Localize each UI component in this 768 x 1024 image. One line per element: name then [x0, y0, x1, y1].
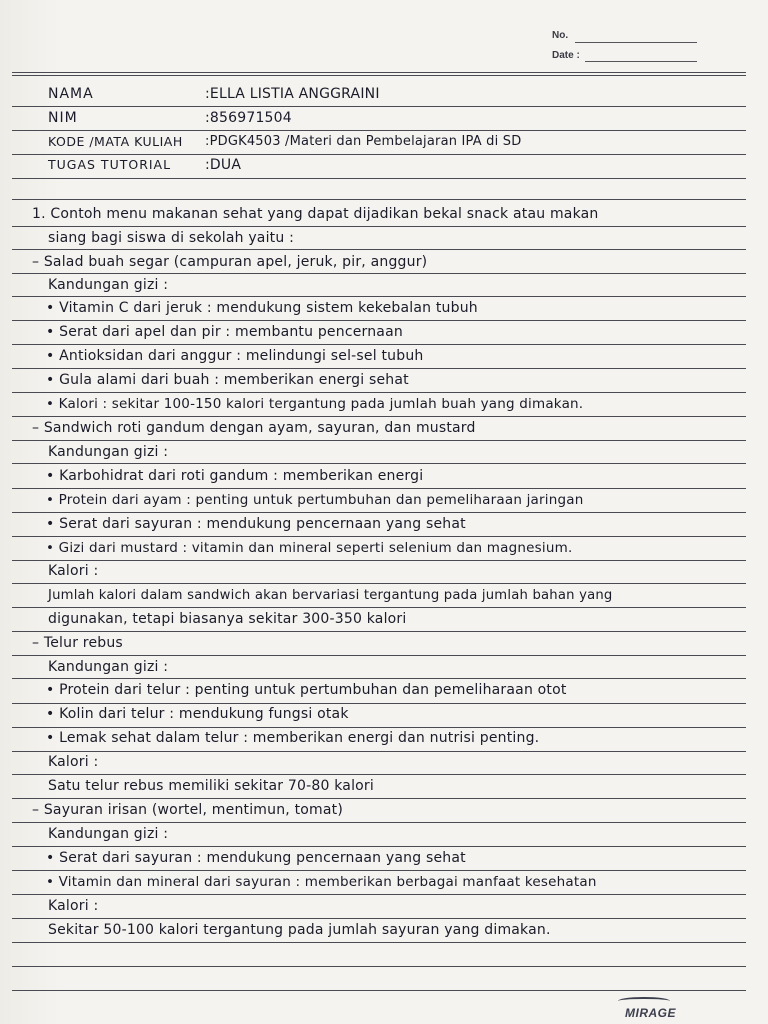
nutrition-label: Kandungan gizi : — [48, 444, 169, 460]
ruled-line — [12, 607, 746, 608]
kode-label: KODE /MATA KULIAH — [48, 134, 183, 149]
ruled-line — [12, 655, 746, 656]
ruled-line — [12, 199, 746, 200]
bullet-line: • Protein dari ayam : penting untuk pertumbuhan dan pemeliharaan jaringan — [46, 492, 584, 508]
bullet-line: • Gula alami dari buah : memberikan energi sehat — [46, 372, 409, 388]
ruled-line — [12, 344, 746, 345]
bullet-line: • Vitamin dan mineral dari sayuran : memberikan berbagai manfaat kesehatan — [46, 874, 597, 890]
bullet-line: • Lemak sehat dalam telur : memberikan energi dan nutrisi penting. — [46, 730, 540, 746]
ruled-line — [12, 320, 746, 321]
ruled-line — [12, 990, 746, 991]
brand-swoosh-icon — [618, 997, 670, 1005]
bullet-line: • Serat dari sayuran : mendukung pencernaan yang sehat — [46, 850, 466, 866]
bullet-line: • Protein dari telur : penting untuk pertumbuhan dan pemeliharaan otot — [46, 682, 567, 698]
ruled-line — [12, 894, 746, 895]
ruled-line — [12, 583, 746, 584]
bullet-line: • Kolin dari telur : mendukung fungsi otak — [46, 706, 349, 722]
date-line — [585, 61, 697, 62]
no-label: No. — [552, 30, 569, 41]
calorie-text: Satu telur rebus memiliki sekitar 70-80 kalori — [48, 778, 374, 794]
calorie-text: digunakan, tetapi biasanya sekitar 300-350 kalori — [48, 611, 407, 627]
nim-label: NIM — [48, 110, 78, 126]
ruled-line — [12, 463, 746, 464]
bullet-line: • Antioksidan dari anggur : melindungi sel-sel tubuh — [46, 348, 424, 364]
kode-value: :PDGK4503 /Materi dan Pembelajaran IPA di SD — [205, 134, 522, 149]
ruled-line — [12, 106, 746, 107]
ruled-line — [12, 368, 746, 369]
ruled-line — [12, 560, 746, 561]
no-line — [575, 42, 697, 43]
ruled-line — [12, 942, 746, 943]
nama-value: :ELLA LISTIA ANGGRAINI — [205, 86, 380, 102]
calorie-label: Kalori : — [48, 563, 99, 579]
question-intro-line: 1. Contoh menu makanan sehat yang dapat dijadikan bekal snack atau makan — [32, 206, 599, 222]
menu-heading: – Sandwich roti gandum dengan ayam, sayuran, dan mustard — [32, 420, 476, 436]
ruled-line — [12, 774, 746, 775]
ruled-line — [12, 249, 746, 250]
bullet-line: • Serat dari sayuran : mendukung pencernaan yang sehat — [46, 516, 466, 532]
ruled-line — [12, 273, 746, 274]
nutrition-label: Kandungan gizi : — [48, 659, 169, 675]
nutrition-label: Kandungan gizi : — [48, 277, 169, 293]
bullet-line: • Gizi dari mustard : vitamin dan mineral seperti selenium dan magnesium. — [46, 540, 573, 556]
calorie-text: Sekitar 50-100 kalori tergantung pada jumlah sayuran yang dimakan. — [48, 922, 551, 938]
bullet-line: • Vitamin C dari jeruk : mendukung sistem kekebalan tubuh — [46, 300, 478, 316]
top-double-rule — [12, 72, 746, 73]
ruled-line — [12, 512, 746, 513]
question-intro-line: siang bagi siswa di sekolah yaitu : — [48, 230, 295, 246]
tugas-value: :DUA — [205, 157, 242, 173]
ruled-line — [12, 751, 746, 752]
ruled-line — [12, 488, 746, 489]
ruled-line — [12, 822, 746, 823]
ruled-line — [12, 966, 746, 967]
tugas-label: TUGAS TUTORIAL — [48, 157, 172, 172]
ruled-line — [12, 678, 746, 679]
ruled-line — [12, 536, 746, 537]
ruled-line — [12, 296, 746, 297]
menu-heading: – Telur rebus — [32, 635, 123, 651]
ruled-line — [12, 392, 746, 393]
bullet-line: • Kalori : sekitar 100-150 kalori tergantung pada jumlah buah yang dimakan. — [46, 396, 584, 412]
nama-label: NAMA — [48, 86, 94, 102]
calorie-label: Kalori : — [48, 898, 99, 914]
ruled-line — [12, 178, 746, 179]
date-label: Date : — [552, 50, 580, 61]
ruled-line — [12, 154, 746, 155]
ruled-line — [12, 130, 746, 131]
calorie-label: Kalori : — [48, 754, 99, 770]
bullet-line: • Karbohidrat dari roti gandum : memberikan energi — [46, 468, 424, 484]
ruled-line — [12, 631, 746, 632]
menu-heading: – Salad buah segar (campuran apel, jeruk, pir, anggur) — [32, 254, 428, 270]
ruled-line — [12, 727, 746, 728]
ruled-line — [12, 846, 746, 847]
bullet-line: • Serat dari apel dan pir : membantu pencernaan — [46, 324, 403, 340]
nim-value: :856971504 — [205, 110, 292, 126]
ruled-line — [12, 798, 746, 799]
brand-logo: MIRAGE — [625, 1006, 676, 1020]
menu-heading: – Sayuran irisan (wortel, mentimun, tomat) — [32, 802, 343, 818]
ruled-line — [12, 870, 746, 871]
calorie-text: Jumlah kalori dalam sandwich akan bervariasi tergantung pada jumlah bahan yang — [48, 588, 613, 603]
ruled-line — [12, 703, 746, 704]
ruled-line — [12, 226, 746, 227]
ruled-line — [12, 918, 746, 919]
ruled-line — [12, 416, 746, 417]
nutrition-label: Kandungan gizi : — [48, 826, 169, 842]
ruled-line — [12, 440, 746, 441]
